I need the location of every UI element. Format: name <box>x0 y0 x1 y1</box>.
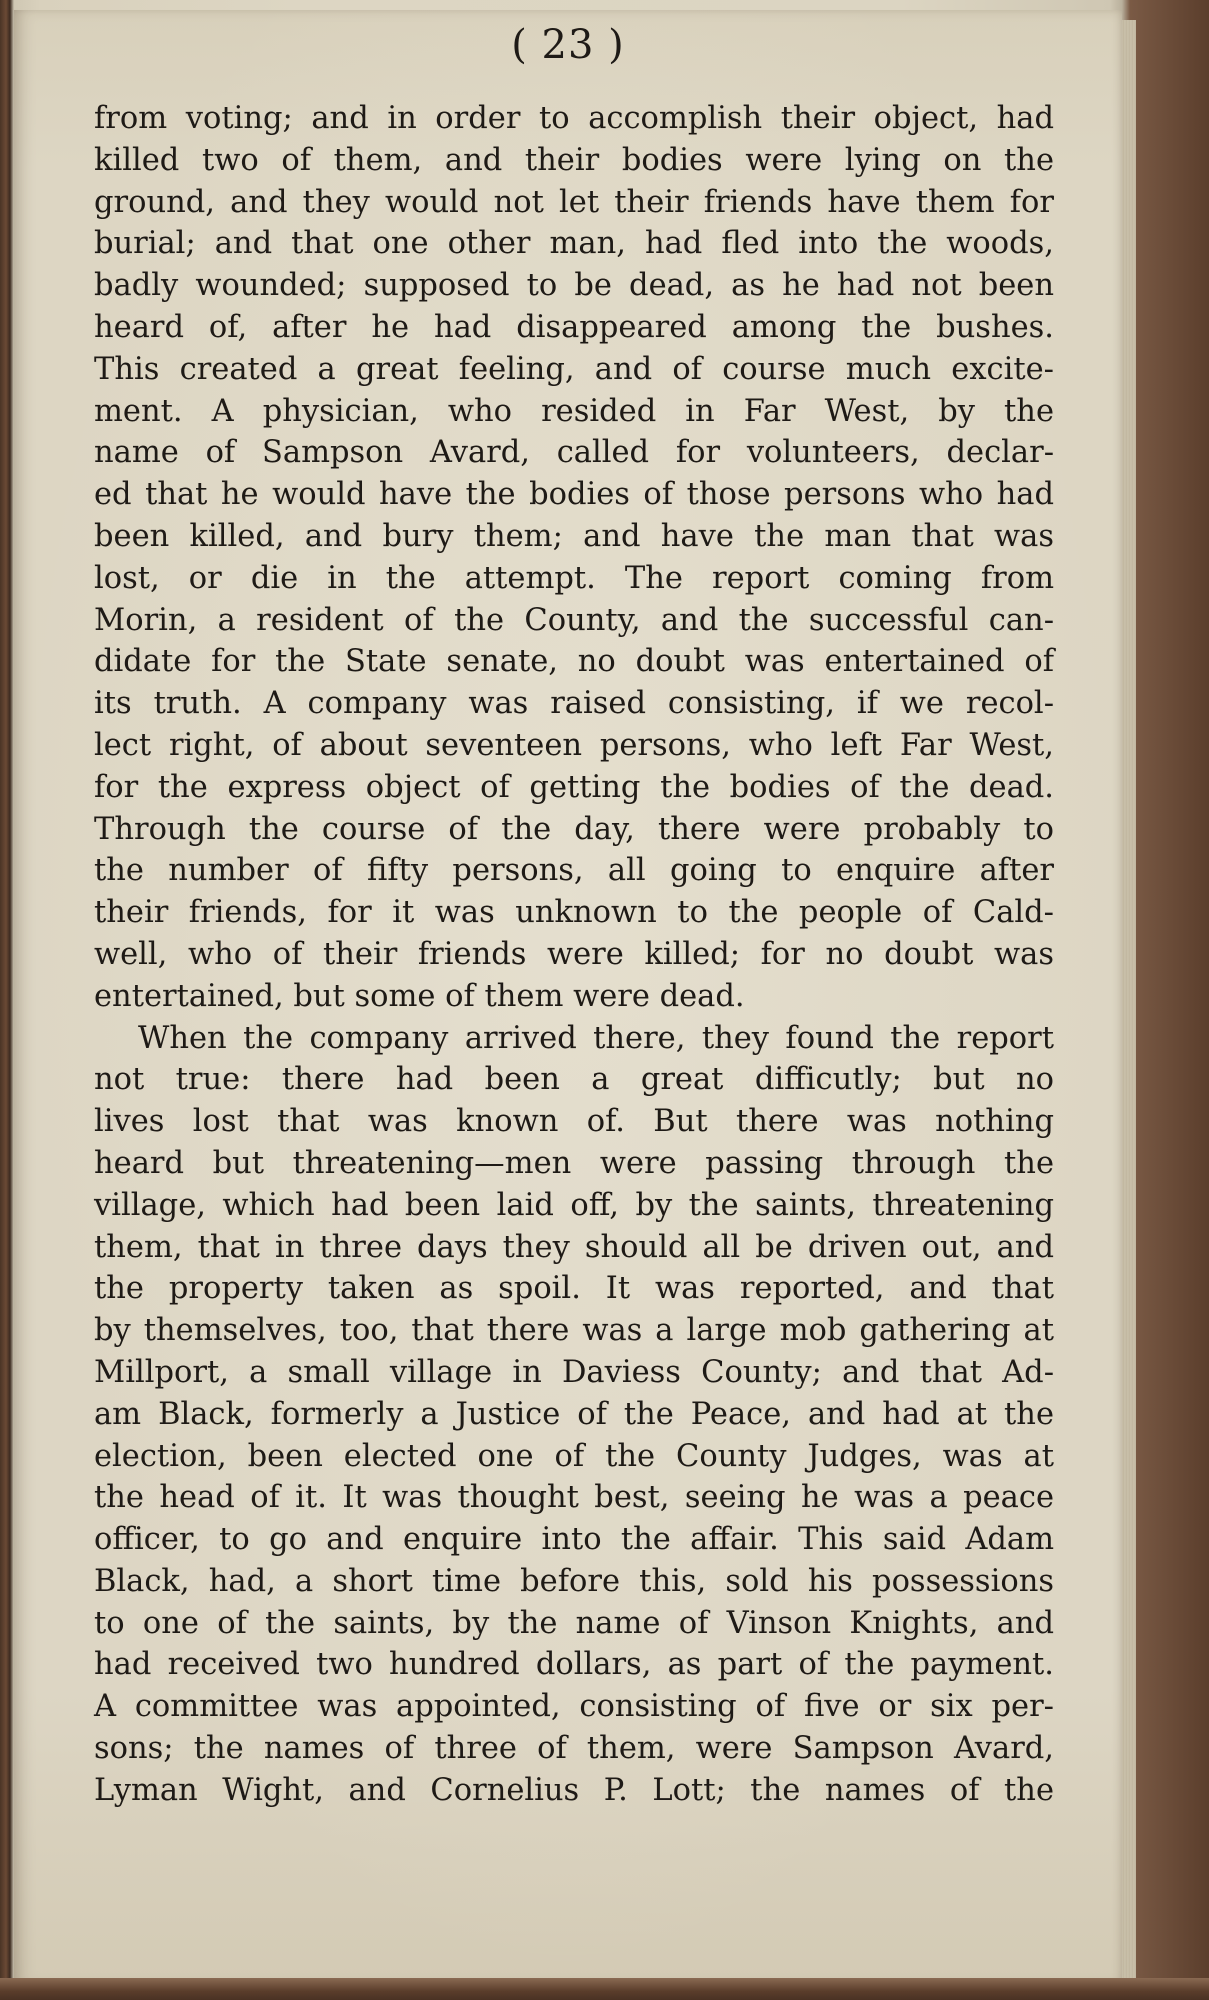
text-line: to one of the saints, by the name of Vinson Knights, and <box>94 1605 1054 1641</box>
text-line: Morin, a resident of the County, and the successful can- <box>94 602 1054 638</box>
text-line: from voting; and in order to accomplish their object, had <box>94 101 1054 136</box>
text-line: killed two of them, and their bodies were lying on the <box>94 142 1054 178</box>
text-line: burial; and that one other man, had fled into the woods, <box>94 226 1054 262</box>
text-line: election, been elected one of the County Judges, was at <box>94 1438 1054 1474</box>
page-stack-edge <box>1122 20 1136 1980</box>
text-line: officer, to go and enquire into the affair. This said Adam <box>94 1522 1054 1558</box>
page-number: ( 23 ) <box>511 22 625 68</box>
text-line: their friends, for it was unknown to the people of Cald- <box>94 895 1054 931</box>
text-line: not true: there had been a great difficutly; but no <box>94 1062 1054 1098</box>
text-line: Millport, a small village in Daviess County; and that Ad- <box>94 1354 1054 1390</box>
text-line: ground, and they would not let their friends have them for <box>94 184 1054 220</box>
text-line: village, which had been laid off, by the saints, threatening <box>94 1187 1054 1223</box>
text-line: am Black, formerly a Justice of the Peace, and had at the <box>94 1396 1054 1432</box>
text-line: well, who of their friends were killed; for no doubt was <box>94 936 1054 972</box>
text-line: badly wounded; supposed to be dead, as he had not been <box>94 268 1054 304</box>
text-line: the head of it. It was thought best, seeing he was a peace <box>94 1480 1054 1516</box>
text-line: for the express object of getting the bodies of the dead. <box>94 769 1054 805</box>
text-line: by themselves, too, that there was a large mob gathering at <box>94 1313 1054 1349</box>
text-line: lives lost that was known of. But there was nothing <box>94 1104 1054 1140</box>
text-line: heard but threatening—men were passing through the <box>94 1145 1054 1181</box>
text-line: This created a great feeling, and of course much excite- <box>94 351 1054 387</box>
text-line: sons; the names of three of them, were Sampson Avard, <box>94 1731 1054 1767</box>
book-cover-edge <box>0 1978 1209 2000</box>
text-line: ed that he would have the bodies of those persons who had <box>94 477 1054 513</box>
text-line: lost, or die in the attempt. The report coming from <box>94 560 1054 596</box>
page-text <box>94 98 1054 1812</box>
text-line: A committee was appointed, consisting of five or six per- <box>94 1689 1054 1725</box>
text-line: had received two hundred dollars, as part of the payment. <box>94 1647 1054 1683</box>
text-line: the property taken as spoil. It was reported, and that <box>94 1271 1054 1307</box>
text-line: the number of fifty persons, all going to enquire after <box>94 853 1054 889</box>
text-line: them, that in three days they should all be driven out, and <box>94 1229 1054 1265</box>
text-line: didate for the State senate, no doubt was entertained of <box>94 644 1054 680</box>
text-line: Lyman Wight, and Cornelius P. Lott; the names of the <box>94 1772 1054 1808</box>
text-line: been killed, and bury them; and have the man that was <box>94 518 1054 554</box>
text-line: Black, had, a short time before this, sold his possessions <box>94 1563 1054 1599</box>
book-page <box>14 10 1122 1985</box>
text-line: ment. A physician, who resided in Far West, by the <box>94 393 1054 429</box>
text-line: its truth. A company was raised consisting, if we recol- <box>94 686 1054 722</box>
text-line: name of Sampson Avard, called for volunteers, declar- <box>94 435 1054 471</box>
text-line: heard of, after he had disappeared among the bushes. <box>94 309 1054 345</box>
text-line: entertained, but some of them were dead. <box>94 978 745 1014</box>
text-line: When the company arrived there, they found the report <box>138 1020 1054 1056</box>
text-line: Through the course of the day, there were probably to <box>94 811 1054 847</box>
text-line: lect right, of about seventeen persons, who left Far West, <box>94 727 1054 763</box>
